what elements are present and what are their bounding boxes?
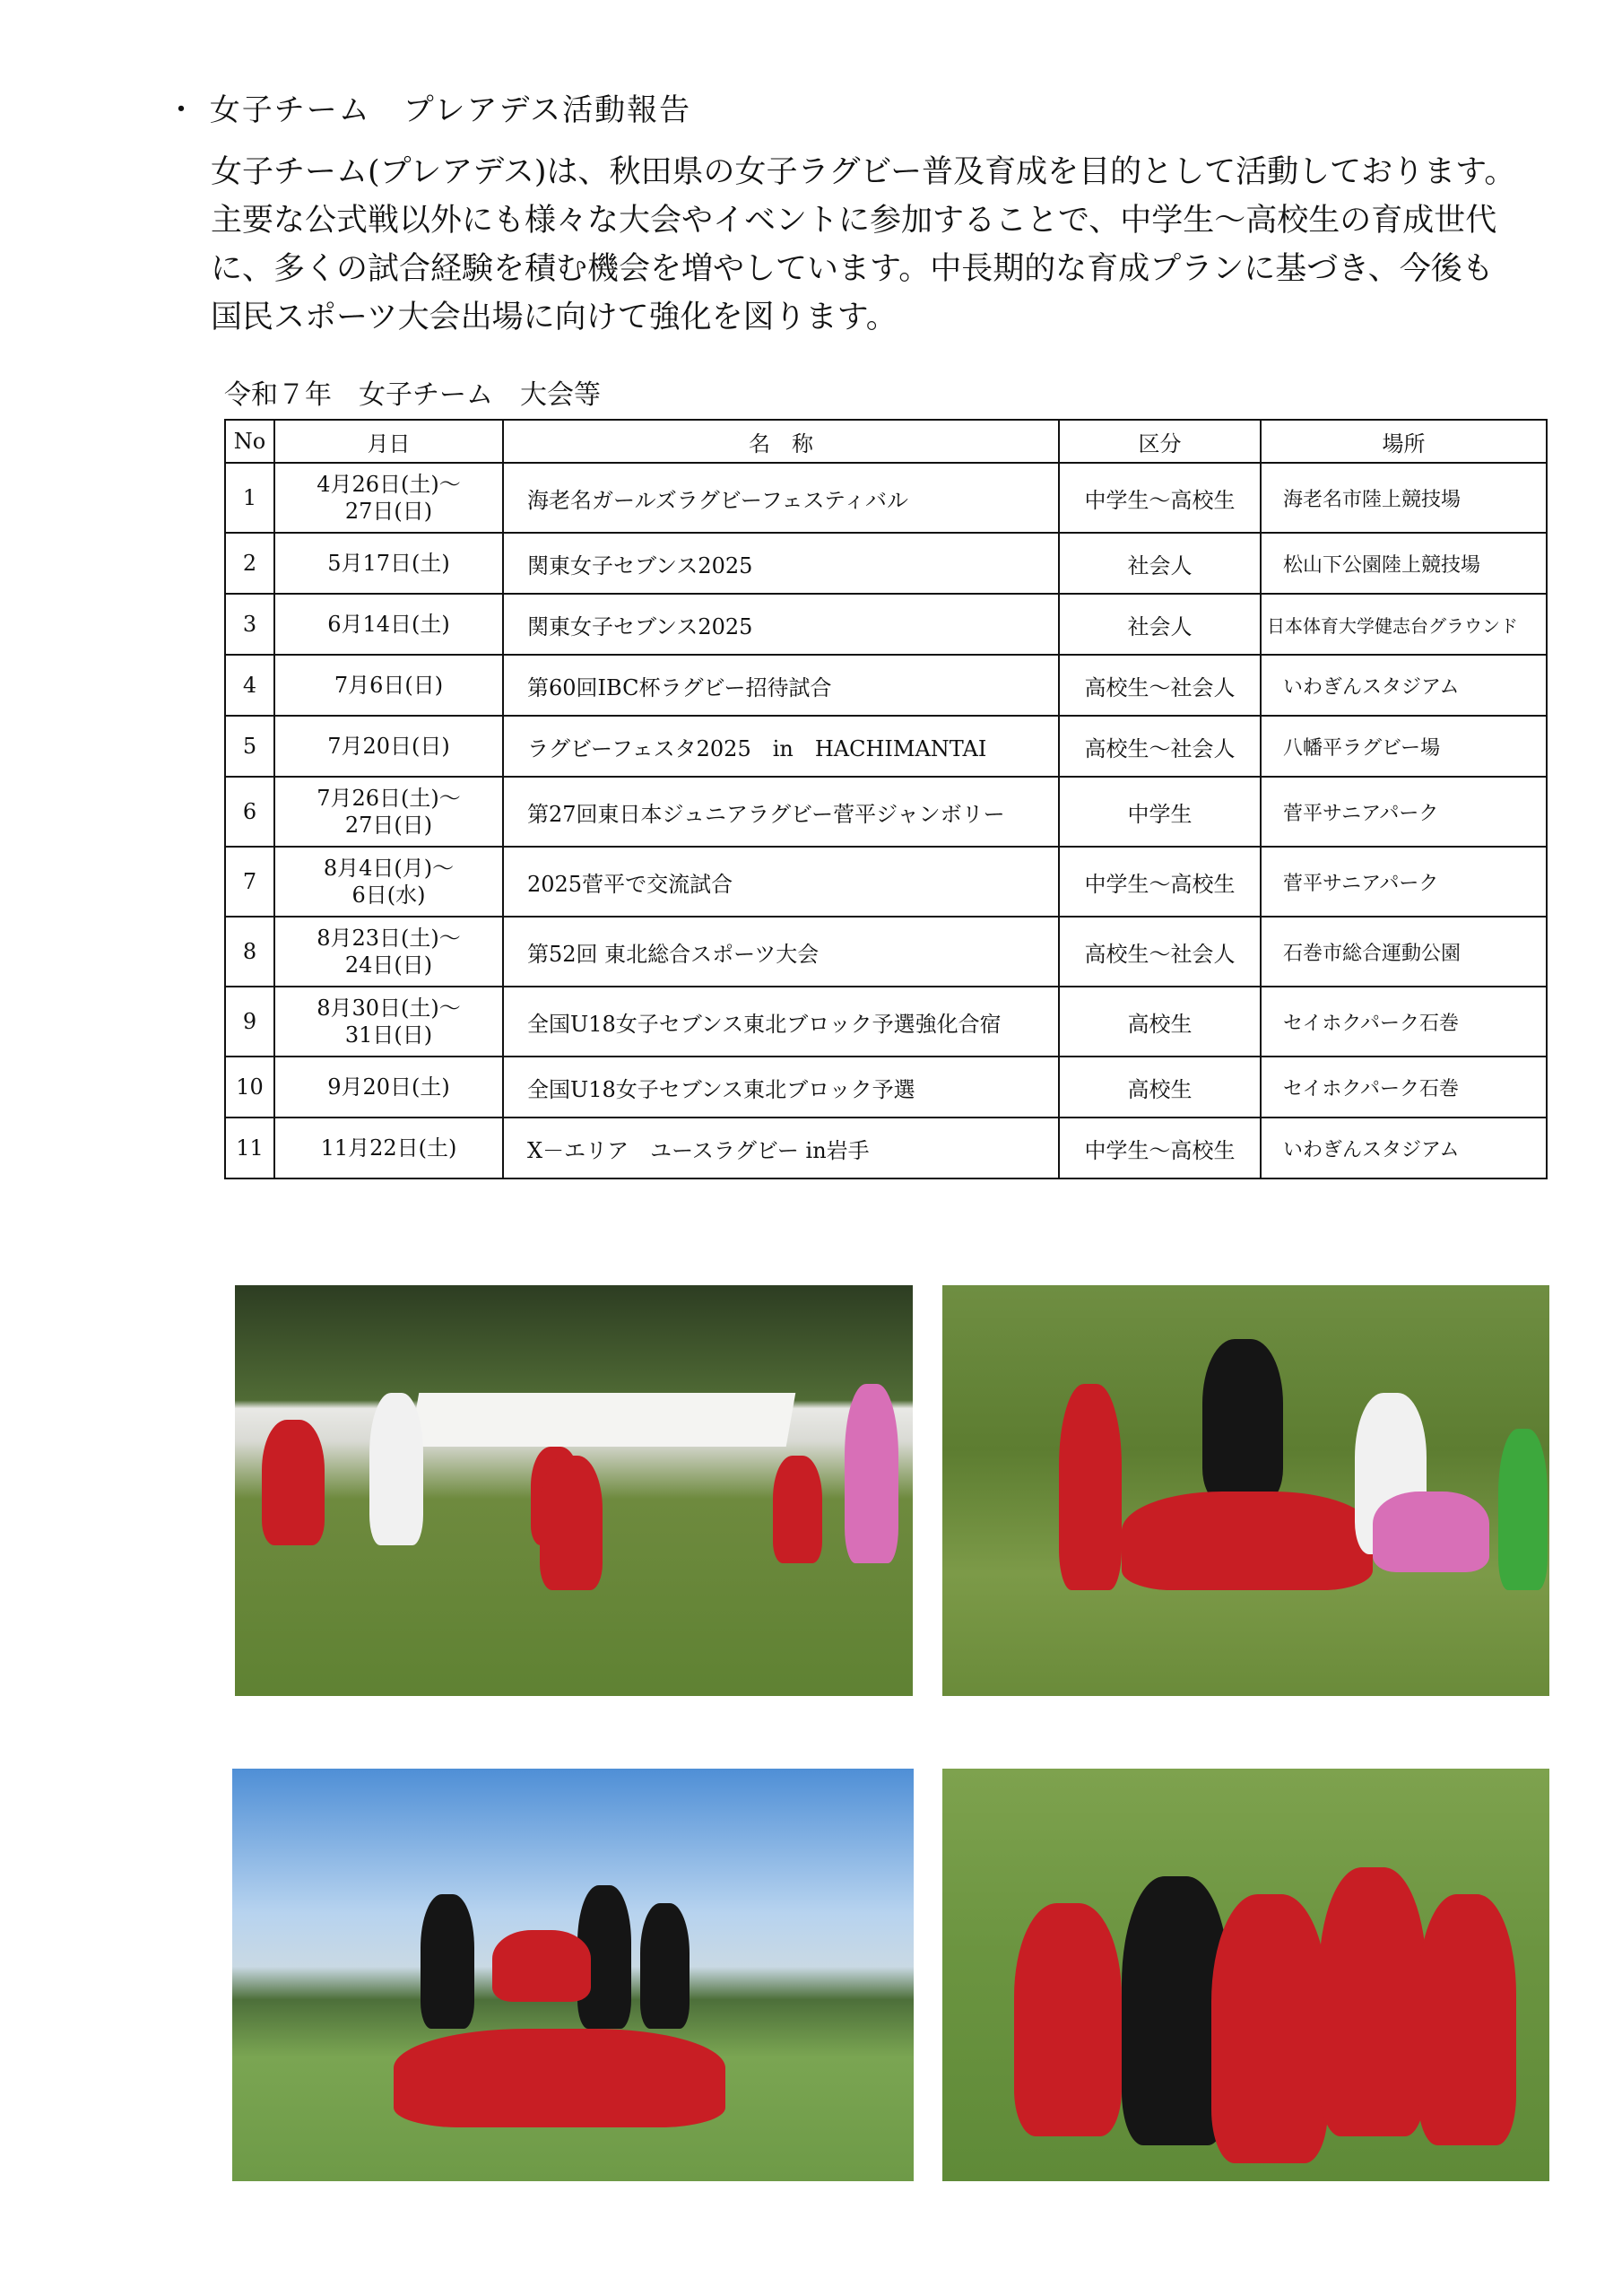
cell-name: 関東女子セブンス2025 (503, 594, 1059, 655)
player-shape (773, 1456, 822, 1563)
cell-category: 高校生～社会人 (1059, 655, 1261, 716)
player-shape (421, 1894, 474, 2029)
player-shape (1373, 1492, 1489, 1572)
player-shape (1498, 1429, 1548, 1590)
player-shape (1014, 1903, 1122, 2136)
player-shape (1059, 1384, 1122, 1590)
cell-date (274, 594, 503, 655)
cell-venue: 日本体育大学健志台グラウンド (1261, 594, 1547, 655)
cell-venue: 菅平サニアパーク (1261, 777, 1547, 847)
table-row (225, 716, 1547, 777)
cell-date (274, 533, 503, 594)
table-row (225, 987, 1547, 1057)
table-row (225, 777, 1547, 847)
date-line: 27日(日) (344, 499, 433, 524)
cell-category: 中学生～高校生 (1059, 1118, 1261, 1178)
cell-date (274, 655, 503, 716)
header-venue: 場所 (1261, 420, 1547, 463)
intro-line: 主要な公式戦以外にも様々な大会やイベントに参加することで、中学生～高校生の育成世代 (211, 203, 1497, 239)
cell-category: 高校生～社会人 (1059, 716, 1261, 777)
cell-venue: 石巻市総合運動公園 (1261, 917, 1547, 987)
date-line: 8月23日(土)～ (317, 926, 461, 951)
cell-venue: セイホクパーク石巻 (1261, 1057, 1547, 1118)
header-category: 区分 (1059, 420, 1261, 463)
player-shape (262, 1420, 325, 1545)
cell-name: X－エリア ユースラグビー in岩手 (503, 1118, 1059, 1178)
cell-venue: 松山下公園陸上競技場 (1261, 533, 1547, 594)
date-line: 6月14日(土) (327, 612, 450, 637)
cell-name: 海老名ガールズラグビーフェスティバル (503, 463, 1059, 533)
date-line: 5月17日(土) (327, 551, 450, 576)
cell-date (274, 777, 503, 847)
header-date: 月日 (274, 420, 503, 463)
rugby-match-photo (235, 1285, 913, 1696)
cell-name: ラグビーフェスタ2025 in HACHIMANTAI (503, 716, 1059, 777)
table-row (225, 594, 1547, 655)
player-shape (540, 1456, 603, 1590)
date-line: 7月20日(日) (327, 734, 450, 759)
cell-category: 中学生～高校生 (1059, 847, 1261, 917)
cell-venue: いわぎんスタジアム (1261, 1118, 1547, 1178)
cell-no: 10 (225, 1057, 274, 1118)
cell-venue: セイホクパーク石巻 (1261, 987, 1547, 1057)
intro-paragraph (211, 148, 1538, 342)
date-line: 8月4日(月)～ (323, 856, 455, 881)
player-shape (369, 1393, 423, 1545)
date-line: 6日(水) (351, 883, 426, 908)
table-caption: 令和７年 女子チーム 大会等 (224, 379, 601, 411)
date-line: 11月22日(土) (320, 1135, 457, 1161)
header-name: 名 称 (503, 420, 1059, 463)
player-shape (1202, 1339, 1283, 1500)
cell-no: 2 (225, 533, 274, 594)
date-line: 4月26日(土)～ (317, 472, 461, 497)
cell-venue: いわぎんスタジアム (1261, 655, 1547, 716)
cell-name: 全国U18女子セブンス東北ブロック予選強化合宿 (503, 987, 1059, 1057)
cell-venue: 菅平サニアパーク (1261, 847, 1547, 917)
cell-name: 第27回東日本ジュニアラグビー菅平ジャンボリー (503, 777, 1059, 847)
cell-category: 高校生 (1059, 1057, 1261, 1118)
team-huddle-photo (942, 1769, 1549, 2181)
cell-name: 2025菅平で交流試合 (503, 847, 1059, 917)
cell-date (274, 917, 503, 987)
intro-line: 国民スポーツ大会出場に向けて強化を図ります。 (211, 300, 898, 335)
table-row (225, 1118, 1547, 1178)
date-line: 7月6日(日) (334, 673, 444, 698)
table-row (225, 917, 1547, 987)
cell-no: 3 (225, 594, 274, 655)
section-heading: ・ 女子チーム プレアデス活動報告 (166, 92, 692, 128)
cell-no: 9 (225, 987, 274, 1057)
cell-category: 社会人 (1059, 594, 1261, 655)
cell-no: 1 (225, 463, 274, 533)
cell-no: 5 (225, 716, 274, 777)
player-shape (1211, 1894, 1328, 2163)
intro-line: 女子チーム(プレアデス)は、秋田県の女子ラグビー普及育成を目的として活動しております。 (211, 154, 1516, 190)
date-line: 7月26日(土)～ (317, 786, 461, 811)
cell-no: 11 (225, 1118, 274, 1178)
cell-category: 中学生～高校生 (1059, 463, 1261, 533)
player-shape (1418, 1894, 1516, 2145)
cell-name: 関東女子セブンス2025 (503, 533, 1059, 594)
cell-venue: 八幡平ラグビー場 (1261, 716, 1547, 777)
intro-line: に、多くの試合経験を積む機会を増やしています。中長期的な育成プランに基づき、今後も (211, 251, 1494, 287)
cell-no: 6 (225, 777, 274, 847)
cell-category: 高校生～社会人 (1059, 917, 1261, 987)
cell-date (274, 987, 503, 1057)
date-line: 24日(日) (344, 952, 433, 978)
cell-date (274, 1118, 503, 1178)
cell-date (274, 716, 503, 777)
date-line: 8月30日(土)～ (317, 996, 461, 1021)
table-header-row (225, 420, 1547, 463)
cell-date (274, 1057, 503, 1118)
cell-no: 8 (225, 917, 274, 987)
table-row (225, 655, 1547, 716)
cell-category: 中学生 (1059, 777, 1261, 847)
cell-name: 第52回 東北総合スポーツ大会 (503, 917, 1059, 987)
cell-date (274, 847, 503, 917)
header-no: No (225, 420, 274, 463)
cell-name: 第60回IBC杯ラグビー招待試合 (503, 655, 1059, 716)
tent-shape (410, 1393, 796, 1447)
cell-no: 4 (225, 655, 274, 716)
player-shape (845, 1384, 898, 1563)
cell-no: 7 (225, 847, 274, 917)
cell-category: 社会人 (1059, 533, 1261, 594)
player-shape (640, 1903, 690, 2029)
cell-category: 高校生 (1059, 987, 1261, 1057)
table-row (225, 847, 1547, 917)
date-line: 9月20日(土) (327, 1074, 450, 1100)
player-shape (1319, 1867, 1427, 2136)
table-row (225, 463, 1547, 533)
table-row (225, 533, 1547, 594)
player-shape (1122, 1492, 1373, 1590)
player-shape (394, 2029, 725, 2127)
events-table (224, 419, 1548, 1179)
table-row (225, 1057, 1547, 1118)
cell-date (274, 463, 503, 533)
player-shape (492, 1930, 591, 2002)
cell-venue: 海老名市陸上競技場 (1261, 463, 1547, 533)
date-line: 31日(日) (344, 1022, 433, 1048)
scrum-photo (942, 1285, 1549, 1696)
team-group-photo (232, 1769, 914, 2181)
date-line: 27日(日) (344, 813, 433, 838)
cell-name: 全国U18女子セブンス東北ブロック予選 (503, 1057, 1059, 1118)
